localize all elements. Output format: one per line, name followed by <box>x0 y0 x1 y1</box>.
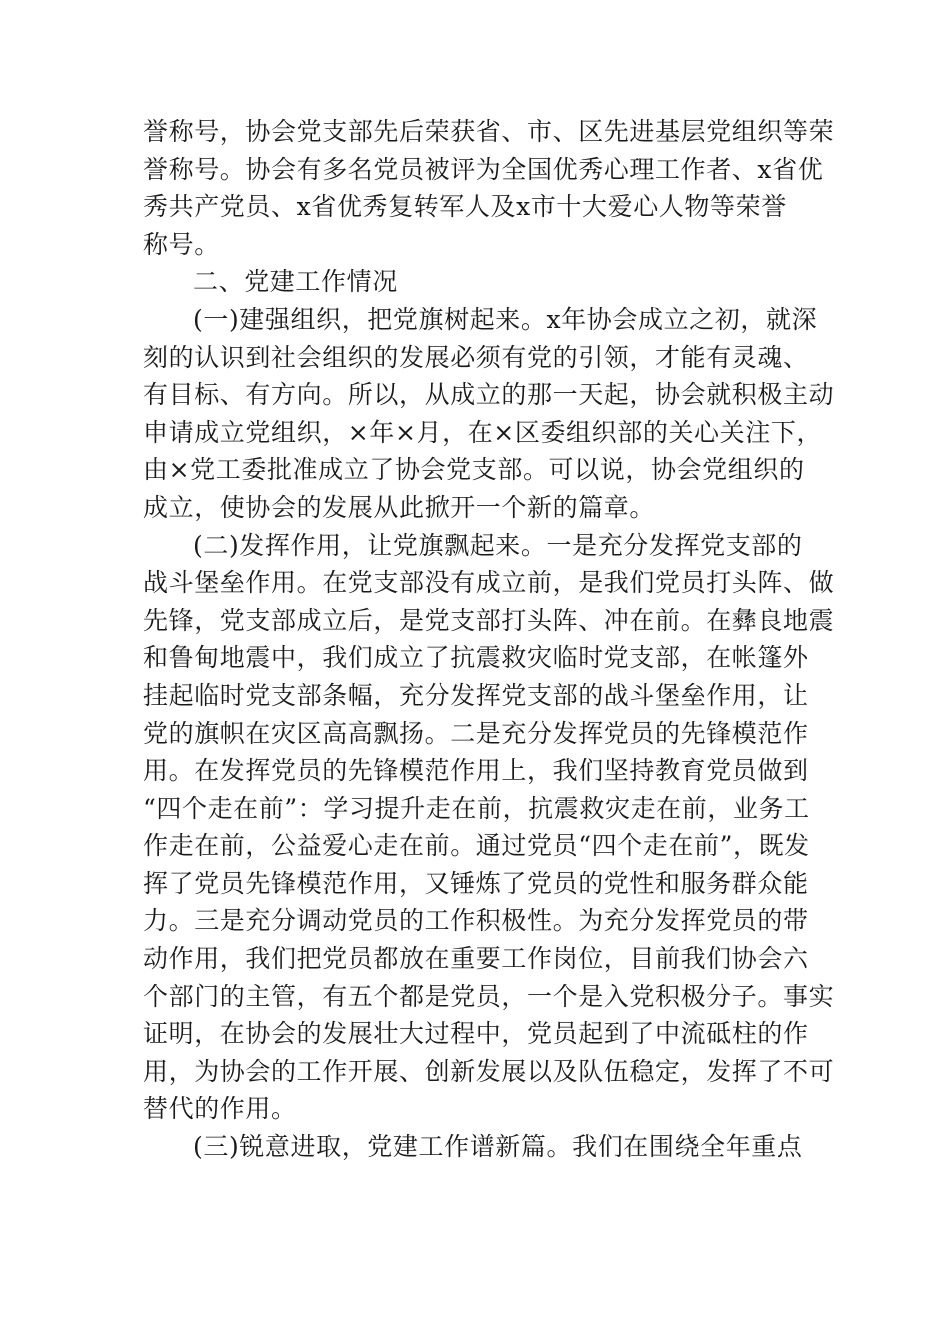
text-line: 作走在前，公益爱心走在前。通过党员“四个走在前”，既发 <box>143 831 810 861</box>
text-line: 誉称号，协会党支部先后荣获省、市、区先进基层党组织等荣 <box>143 117 835 146</box>
text-line: 誉称号。协会有多名党员被评为全国优秀心理工作者、x省优 <box>143 154 824 184</box>
text-line: 申请成立党组织，×年×月，在×区委组织部的关心关注下， <box>143 417 823 447</box>
text-line: 挂起临时党支部条幅，充分发挥党支部的战斗堡垒作用，让 <box>143 680 809 710</box>
document-body <box>143 113 835 1166</box>
text-line: “四个走在前”：学习提升走在前，抗震救灾走在前，业务工 <box>143 793 810 823</box>
text-line: (二)发挥作用，让党旗飘起来。一是充分发挥党支部的 <box>193 530 803 560</box>
text-line: 个部门的主管，有五个都是党员，一个是入党积极分子。事实 <box>143 981 835 1011</box>
text-line: 证明，在协会的发展壮大过程中，党员起到了中流砥柱的作 <box>143 1019 809 1049</box>
text-line: 刻的认识到社会组织的发展必须有党的引领，才能有灵魂、 <box>143 342 809 372</box>
text-line: 动作用，我们把党员都放在重要工作岗位，目前我们协会六 <box>143 944 809 974</box>
text-line: 用。在发挥党员的先锋模范作用上，我们坚持教育党员做到 <box>143 756 809 786</box>
text-line: 力。三是充分调动党员的工作积极性。为充分发挥党员的带 <box>143 906 809 936</box>
text-line: 有目标、有方向。所以，从成立的那一天起，协会就积极主动 <box>143 380 835 410</box>
text-line: 挥了党员先锋模范作用，又锤炼了党员的党性和服务群众能 <box>143 868 809 898</box>
text-line: 称号。 <box>143 229 220 259</box>
text-line: 战斗堡垒作用。在党支部没有成立前，是我们党员打头阵、做 <box>143 568 835 598</box>
text-line: 用，为协会的工作开展、创新发展以及队伍稳定，发挥了不可 <box>143 1056 835 1086</box>
text-line: 由×党工委批准成立了协会党支部。可以说，协会党组织的 <box>143 455 805 485</box>
text-line: 先锋，党支部成立后，是党支部打头阵、冲在前。在彝良地震 <box>143 605 835 635</box>
text-line: 和鲁甸地震中，我们成立了抗震救灾临时党支部，在帐篷外 <box>143 643 809 673</box>
text-line: (三)锐意进取，党建工作谱新篇。我们在围绕全年重点 <box>193 1132 803 1162</box>
text-line: 党的旗帜在灾区高高飘扬。二是充分发挥党员的先锋模范作 <box>143 718 809 748</box>
text-line: 秀共产党员、x省优秀复转军人及x市十大爱心人物等荣誉 <box>143 192 787 222</box>
text-line: (一)建强组织，把党旗树起来。x年协会成立之初，就深 <box>193 304 818 334</box>
text-line: 成立，使协会的发展从此掀开一个新的篇章。 <box>143 492 656 522</box>
text-line: 替代的作用。 <box>143 1094 297 1124</box>
section-heading: 二、党建工作情况 <box>193 267 398 297</box>
